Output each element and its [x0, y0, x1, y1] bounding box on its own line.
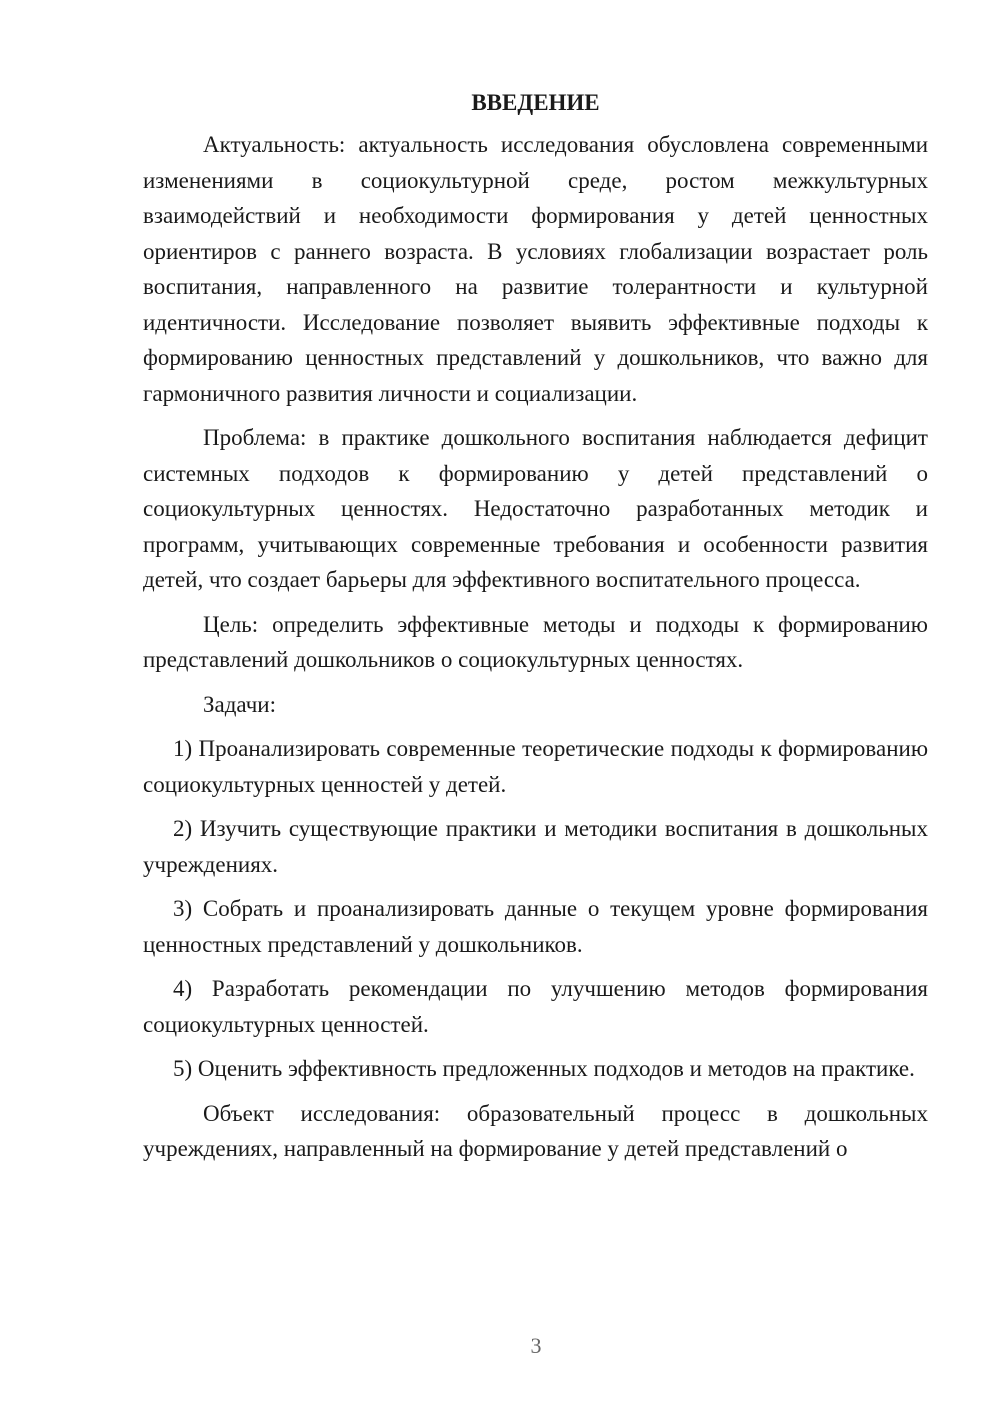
- section-heading: ВВЕДЕНИЕ: [471, 90, 600, 115]
- page-content: [143, 88, 928, 1176]
- tasks-label: Задачи:: [203, 691, 276, 717]
- object-paragraph: Объект исследования: образовательный процесс в дошкольных учреждениях, направленный на формирование у детей представлений о: [143, 1100, 928, 1161]
- task-item-5: 5) Оценить эффективность предложенных подходов и методов на практике.: [173, 1056, 915, 1081]
- relevance-paragraph: Актуальность: актуальность исследования обусловлена современными изменениями в социокультурной среде, ростом межкультурных взаимодействий и необходимости формирования у детей ценностных ориентиров с раннего возраста. В условиях глобализации возрастает роль воспитания, направленного на развитие толерантности и культурной идентичности. Исследование позволяет выявить эффективные подходы к формированию ценностных представлений у дошкольников, что важно для гармоничного развития личности и социализации.: [143, 132, 928, 406]
- goal-paragraph: Цель: определить эффективные методы и подходы к формированию представлений дошкольников о социокультурных ценностях.: [143, 611, 928, 672]
- task-item-1: 1) Проанализировать современные теоретические подходы к формированию социокультурных ценностей у детей.: [143, 736, 928, 797]
- problem-paragraph: Проблема: в практике дошкольного воспитания наблюдается дефицит системных подходов к формированию у детей представлений о социокультурных ценностях. Недостаточно разработанных методик и программ, учитывающих современные требования и особенности развития детей, что создает барьеры для эффективного воспитательного процесса.: [143, 425, 928, 592]
- task-item-3: 3) Собрать и проанализировать данные о текущем уровне формирования ценностных представлений у дошкольников.: [143, 896, 928, 957]
- page-number: 3: [530, 1333, 542, 1358]
- task-item-2: 2) Изучить существующие практики и методики воспитания в дошкольных учреждениях.: [143, 816, 928, 877]
- task-item-4: 4) Разработать рекомендации по улучшению методов формирования социокультурных ценностей.: [143, 976, 928, 1037]
